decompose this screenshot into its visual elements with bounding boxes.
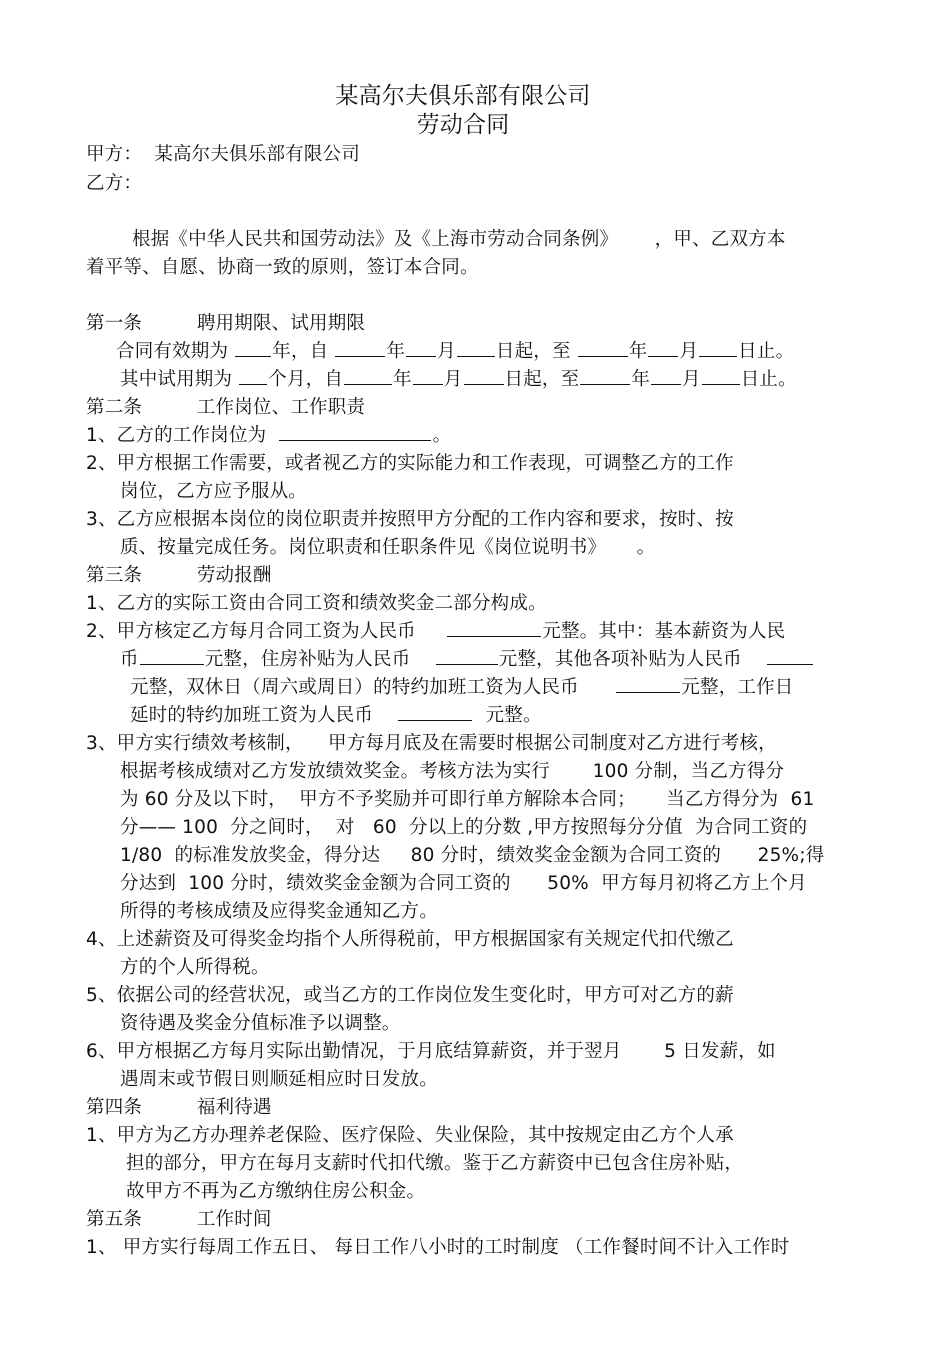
clause-text: 月 <box>682 369 701 390</box>
article-5-clause-1: 1、 甲方实行每周工作五日、 每日工作八小时的工时制度 （工作餐时间不计入工作时 <box>86 1237 790 1258</box>
blank-line <box>279 424 431 441</box>
clause-text: 年，自 <box>272 341 335 362</box>
clause-text: 元整，双休日（周六或周日）的特约加班工资为人民币 <box>130 677 616 698</box>
blank-line <box>235 340 271 357</box>
clause-text: 延时的特约加班工资为人民币 <box>130 705 398 726</box>
article-4-clause-1-line-2: 担的部分，甲方在每月支薪时代扣代缴。鉴于乙方薪资中已包含住房补贴， <box>126 1153 744 1174</box>
article-2-title: 第二条 工作岗位、工作职责 <box>86 397 366 418</box>
article-2-clause-1 <box>86 424 451 448</box>
blank-line <box>767 648 813 665</box>
blank-line <box>239 368 267 385</box>
blank-line <box>447 620 541 637</box>
preamble-line-1: 根据《中华人民共和国劳动法》及《上海市劳动合同条例》 ，甲、乙双方本 <box>132 229 786 250</box>
article-3-clause-2-line-2 <box>120 648 814 672</box>
clause-text: 1、乙方的工作岗位为 <box>86 425 279 446</box>
blank-line <box>580 368 630 385</box>
clause-text: 年 <box>628 341 648 362</box>
blank-line <box>406 340 436 357</box>
clause-text: 年 <box>631 369 651 390</box>
article-3-clause-3-line-1: 3、甲方实行绩效考核制， 甲方每月底及在需要时根据公司制度对乙方进行考核， <box>86 733 777 754</box>
article-1-title: 第一条 聘用期限、试用期限 <box>86 313 366 334</box>
article-3-clause-3-line-5: 1/80 的标准发放奖金，得分达 80 分时，绩效奖金金额为合同工资的 25%;得 <box>120 845 825 866</box>
clause-text: 2、甲方核定乙方每月合同工资为人民币 <box>86 621 447 642</box>
clause-text: 币 <box>120 649 139 670</box>
clause-text: 合同有效期为 <box>116 341 235 362</box>
article-2-clause-2-line-2: 岗位，乙方应予服从。 <box>120 481 308 502</box>
clause-text: 月 <box>437 341 456 362</box>
blank-line <box>140 648 204 665</box>
blank-line <box>651 368 681 385</box>
clause-text: 元整，住房补贴为人民币 <box>204 649 435 670</box>
article-2-clause-3-line-1: 3、乙方应根据本岗位的岗位职责并按照甲方分配的工作内容和要求，按时、按 <box>86 509 734 530</box>
clause-text: 日止。 <box>738 341 795 362</box>
clause-text: 。 <box>432 425 452 446</box>
clause-text: 月 <box>679 341 699 362</box>
document-subtitle: 劳动合同 <box>416 112 510 138</box>
party-a: 甲方： 某高尔夫俱乐部有限公司 <box>86 144 360 165</box>
clause-text: 个月，自 <box>268 369 344 390</box>
blank-line <box>344 368 392 385</box>
article-1-clause-1 <box>116 340 794 364</box>
clause-text: 日起，至 <box>495 341 577 362</box>
article-3-clause-3-line-2: 根据考核成绩对乙方发放绩效奖金。考核方法为实行 100 分制，当乙方得分 <box>120 761 785 782</box>
blank-line <box>699 340 737 357</box>
blank-line <box>702 368 740 385</box>
article-5-title: 第五条 工作时间 <box>86 1209 272 1230</box>
article-2-clause-2-line-1: 2、甲方根据工作需要，或者视乙方的实际能力和工作表现，可调整乙方的工作 <box>86 453 734 474</box>
clause-text: 元整。 <box>473 705 542 726</box>
article-3-clause-3-line-4: 分—— 100 分之间时， 对 60 分以上的分数 ,甲方按照每分分值 为合同工资的 <box>120 817 808 838</box>
article-3-clause-3-line-7: 所得的考核成绩及应得奖金通知乙方。 <box>120 901 438 922</box>
article-3-clause-2-line-4 <box>130 704 542 728</box>
blank-line <box>648 340 678 357</box>
article-3-clause-6-line-2: 遇周末或节假日则顺延相应时日发放。 <box>120 1069 438 1090</box>
blank-line <box>457 340 495 357</box>
article-3-clause-1: 1、乙方的实际工资由合同工资和绩效奖金二部分构成。 <box>86 593 547 614</box>
document-title: 某高尔夫俱乐部有限公司 <box>335 83 591 109</box>
article-3-clause-2-line-1 <box>86 620 785 644</box>
clause-text: 元整，工作日 <box>681 677 794 698</box>
blank-line <box>398 704 472 721</box>
party-b: 乙方： <box>86 173 143 194</box>
article-3-clause-5-line-2: 资待遇及奖金分值标准予以调整。 <box>120 1013 401 1034</box>
blank-line <box>335 340 385 357</box>
article-3-clause-4-line-1: 4、上述薪资及可得奖金均指个人所得税前，甲方根据国家有关规定代扣代缴乙 <box>86 929 734 950</box>
clause-text: 其中试用期为 <box>120 369 239 390</box>
blank-line <box>413 368 443 385</box>
article-3-clause-6-line-1: 6、甲方根据乙方每月实际出勤情况，于月底结算薪资，并于翌月 5 日发薪，如 <box>86 1041 776 1062</box>
article-4-clause-1-line-1: 1、甲方为乙方办理养老保险、医疗保险、失业保险，其中按规定由乙方个人承 <box>86 1125 734 1146</box>
preamble-line-2: 着平等、自愿、协商一致的原则，签订本合同。 <box>86 257 479 278</box>
clause-text: 元整，其他各项补贴为人民币 <box>498 649 767 670</box>
article-3-clause-2-line-3 <box>130 676 794 700</box>
blank-line <box>616 676 680 693</box>
article-3-clause-4-line-2: 方的个人所得税。 <box>120 957 270 978</box>
clause-text: 元整。其中：基本薪资为人民 <box>542 621 786 642</box>
article-3-title: 第三条 劳动报酬 <box>86 565 272 586</box>
article-3-clause-3-line-6: 分达到 100 分时，绩效奖金金额为合同工资的 50% 甲方每月初将乙方上个月 <box>120 873 807 894</box>
article-3-clause-3-line-3: 为 60 分及以下时， 甲方不予奖励并可即行单方解除本合同； 当乙方得分为 61 <box>120 789 815 810</box>
clause-text: 日止。 <box>740 369 797 390</box>
article-2-clause-3-line-2: 质、按量完成任务。岗位职责和任职条件见《岗位说明书》 。 <box>120 537 656 558</box>
blank-line <box>578 340 628 357</box>
blank-line <box>436 648 498 665</box>
article-1-clause-2 <box>120 368 797 392</box>
article-4-clause-1-line-3: 故甲方不再为乙方缴纳住房公积金。 <box>126 1181 426 1202</box>
article-4-title: 第四条 福利待遇 <box>86 1097 272 1118</box>
article-3-clause-5-line-1: 5、依据公司的经营状况，或当乙方的工作岗位发生变化时，甲方可对乙方的薪 <box>86 985 734 1006</box>
clause-text: 年 <box>386 341 406 362</box>
blank-line <box>464 368 504 385</box>
clause-text: 年 <box>393 369 412 390</box>
clause-text: 月 <box>443 369 463 390</box>
clause-text: 日起，至 <box>504 369 580 390</box>
